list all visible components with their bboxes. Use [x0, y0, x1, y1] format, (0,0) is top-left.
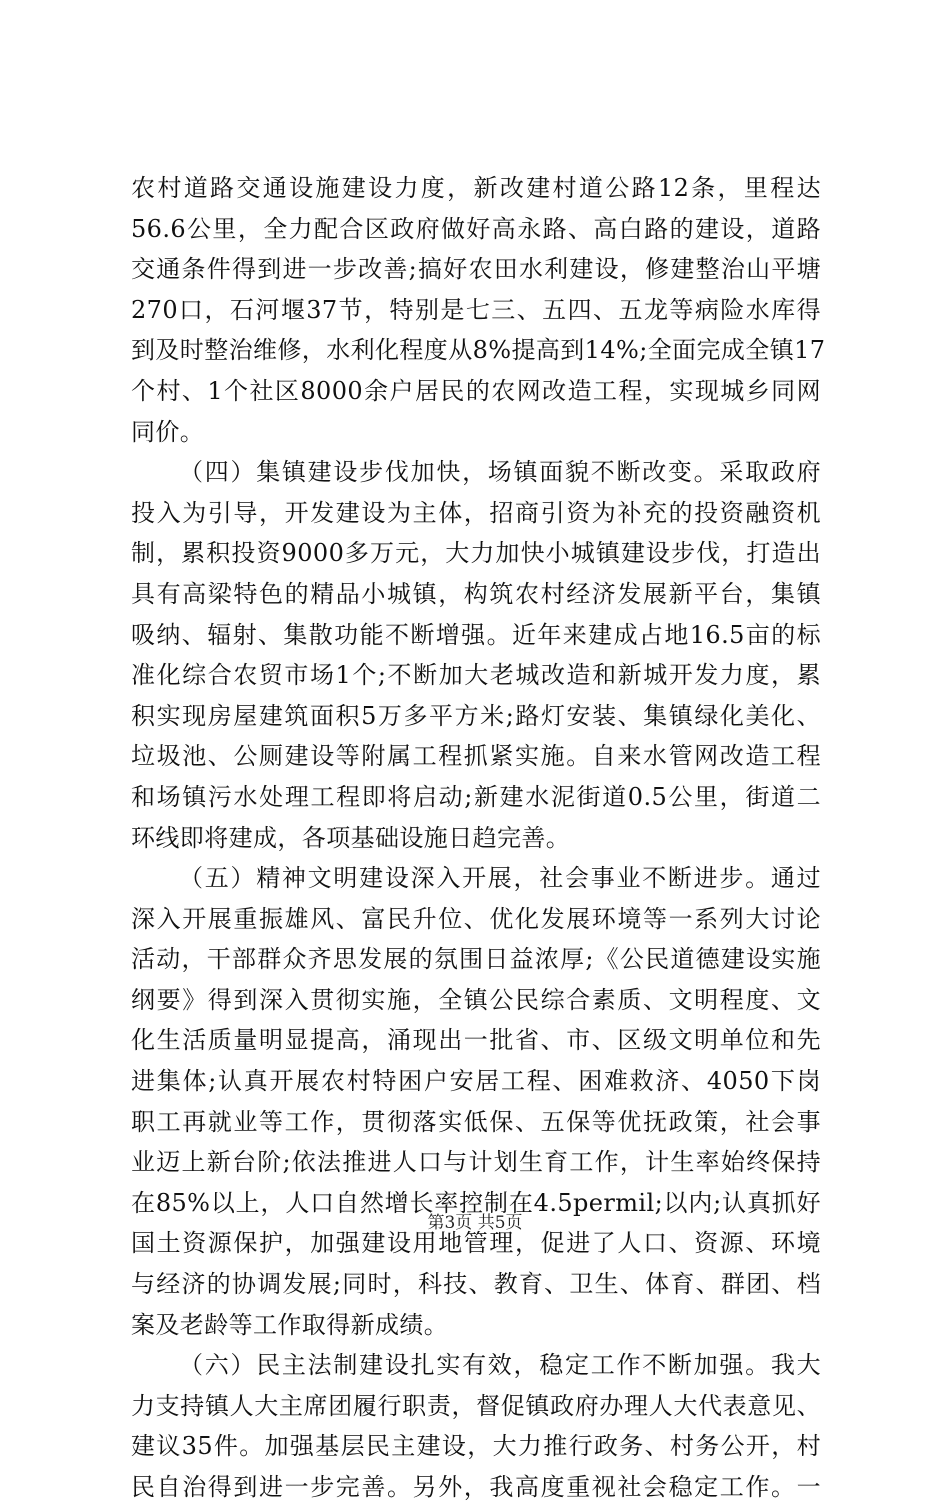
paragraph — [131, 168, 826, 452]
text-line: 建议35件。加强基层民主建设，大力推行政务、村务公开，村 — [131, 1432, 821, 1461]
text-line: 深入开展重振雄风、富民升位、优化发展环境等一系列大讨论 — [131, 904, 821, 933]
text-line: 投入为引导，开发建设为主体，招商引资为补充的投资融资机 — [131, 498, 821, 527]
text-line: 和场镇污水处理工程即将启动;新建水泥街道0.5公里，街道二 — [131, 782, 821, 811]
text-line: 同价。 — [131, 417, 205, 446]
text-line: 270口，石河堰37节，特别是七三、五四、五龙等病险水库得 — [131, 295, 821, 324]
text-line: 56.6公里，全力配合区政府做好高永路、高白路的建设，道路 — [131, 214, 821, 243]
paragraph — [131, 452, 821, 858]
text-line: 制，累积投资9000多万元，大力加快小城镇建设步伐，打造出 — [131, 539, 821, 568]
text-line: 垃圾池、公厕建设等附属工程抓紧实施。自来水管网改造工程 — [131, 742, 821, 771]
text-line: 积实现房屋建筑面积5万多平方米;路灯安装、集镇绿化美化、 — [131, 701, 821, 730]
text-line: 案及老龄等工作取得新成绩。 — [131, 1310, 449, 1339]
text-line: （四）集镇建设步伐加快，场镇面貌不断改变。采取政府 — [179, 458, 821, 487]
text-line: 进集体;认真开展农村特困户安居工程、困难救济、4050下岗 — [131, 1067, 821, 1096]
text-line: 职工再就业等工作，贯彻落实低保、五保等优抚政策，社会事 — [131, 1107, 821, 1136]
text-line: 力支持镇人大主席团履行职责，督促镇政府办理人大代表意见、 — [131, 1391, 821, 1420]
text-line: 交通条件得到进一步改善;搞好农田水利建设，修建整治山平塘 — [131, 255, 821, 284]
text-line: （六）民主法制建设扎实有效，稳定工作不断加强。我大 — [179, 1351, 821, 1380]
text-line: 个村、1个社区8000余户居民的农网改造工程，实现城乡同网 — [131, 376, 821, 405]
text-line: 具有高梁特色的精品小城镇，构筑农村经济发展新平台，集镇 — [131, 579, 821, 608]
text-line: 业迈上新台阶;依法推进人口与计划生育工作，计生率始终保持 — [131, 1148, 821, 1177]
text-line: 准化综合农贸市场1个;不断加大老城改造和新城开发力度，累 — [131, 661, 821, 690]
page-footer: 第3页 共5页 — [427, 1213, 523, 1233]
text-line: 活动，干部群众齐思发展的氛围日益浓厚;《公民道德建设实施 — [131, 945, 821, 974]
text-line: 吸纳、辐射、集散功能不断增强。近年来建成占地16.5亩的标 — [131, 620, 821, 649]
text-line: （五）精神文明建设深入开展，社会事业不断进步。通过 — [179, 864, 821, 893]
text-line: 与经济的协调发展;同时，科技、教育、卫生、体育、群团、档 — [131, 1270, 821, 1299]
text-line: 纲要》得到深入贯彻实施，全镇公民综合素质、文明程度、文 — [131, 985, 821, 1014]
document-body — [131, 168, 826, 1508]
text-line: 在85%以上，人口自然增长率控制在4.5permil;以内;认真抓好 — [131, 1188, 821, 1217]
text-line: 化生活质量明显提高，涌现出一批省、市、区级文明单位和先 — [131, 1026, 821, 1055]
paragraph — [131, 858, 821, 1345]
paragraph — [131, 1345, 821, 1507]
text-line: 国土资源保护，加强建设用地管理，促进了人口、资源、环境 — [131, 1229, 821, 1258]
text-line: 环线即将建成，各项基础设施日趋完善。 — [131, 823, 571, 852]
text-line: 民自治得到进一步完善。另外，我高度重视社会稳定工作。一 — [131, 1473, 821, 1501]
text-line: 到及时整治维修，水利化程度从8%提高到14%;全面完成全镇17 — [131, 336, 826, 365]
text-line: 农村道路交通设施建设力度，新改建村道公路12条，里程达 — [131, 174, 821, 202]
